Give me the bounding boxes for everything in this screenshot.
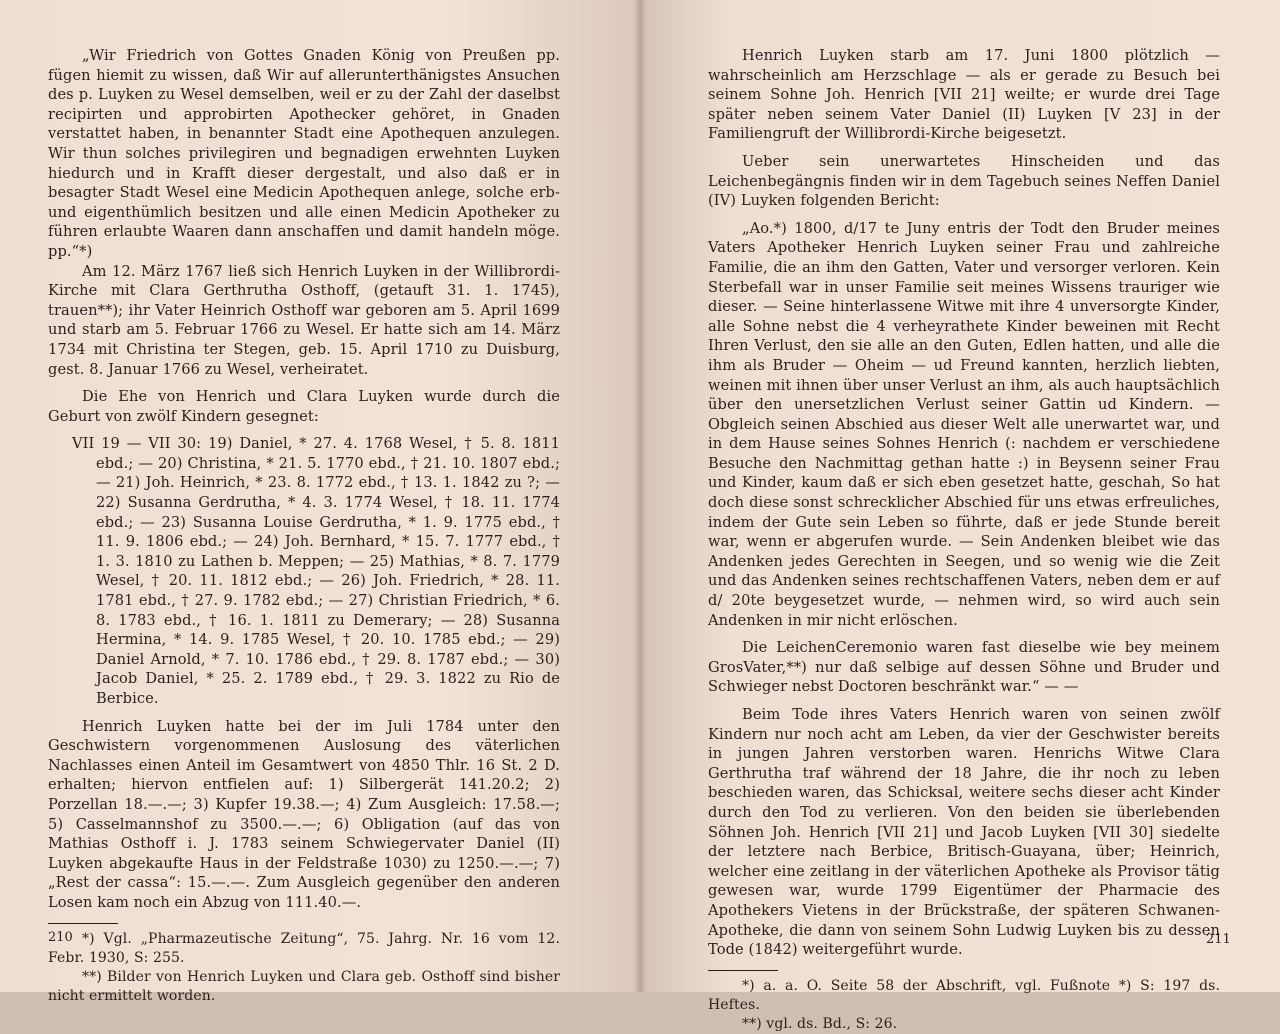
ceremony-paragraph: Die LeichenCeremonio waren fast dieselbe wie bey meinem GrosVater,**) nur daß selbige auf dessen Söhne und Bruder und Schwieger nebst Doctoren beschränkt war.“ — —	[708, 639, 1220, 696]
left-page	[0, 0, 640, 1004]
children-intro-paragraph: Die Ehe von Henrich und Clara Luyken wurde durch die Geburt von zwölf Kindern gesegnet:	[48, 388, 560, 425]
diary-intro-paragraph: Ueber sein unerwartetes Hinscheiden und das Leichenbegängnis finden wir in dem Tagebuch seines Neffen Daniel (IV) Luyken folgenden Bericht:	[708, 152, 1220, 210]
footnote-2: **) Bilder von Henrich Luyken und Clara geb. Osthoff sind bisher nicht ermittelt worden.	[48, 968, 560, 1004]
decree-quote-paragraph: „Wir Friedrich von Gottes Gnaden König von Preußen pp. fügen hiemit zu wissen, daß Wir auf allerunterthänigstes Ansuchen des p. Luyken zu Wesel demselben, weil er zu der Zahl der daselbst recipirten und approbirten Apothecker gehöret, in Gnaden verstattet haben, in benannter Stadt eine Apothequen anzulegen. Wir thun solches privilegiren und begnadigen erwehnten Luyken hiedurch und in Krafft dieser dergestalt, und also daß er in besagter Stadt Wesel eine Medicin Apothequen anlege, solche erb- und eigenthümlich besitzen und alle einen Medicin Apotheker zu führen erlaubte Waaren dann anschaffen und damit handeln möge. pp.“*)	[48, 47, 560, 260]
footnote-2: **) vgl. ds. Bd., S: 26.	[742, 1015, 898, 1032]
survivors-paragraph: Beim Tode ihres Vaters Henrich waren von seinen zwölf Kindern nur noch acht am Leben, da vier der Geschwister bereits in jungen Jahren verstorben waren. Henrichs Witwe Clara Gerthrutha traf während der 18 Jahre, die ihr noch zu leben beschieden waren, das Schicksal, weitere sechs dieser acht Kinder durch den Tod zu verlieren. Von den beiden sie überlebenden Söhnen Joh. Henrich [VII 21] und Jacob Luyken [VII 30] siedelte der letztere nach Berbice, Britisch-Guayana, über; Heinrich, welcher eine zeitlang in der väterlichen Apotheke als Provisor tätig gewesen war, wurde 1799 Eigentümer der Pharmacie des Apothekers Vietens in der Brückstraße, der späteren Schwanen-Apotheke, die dann von seinem Sohn Ludwig Luyken bis zu dessen Tode (1842) weitergeführt wurde.	[708, 706, 1220, 959]
footnote-divider	[48, 923, 118, 924]
children-list: VII 19 — VII 30: 19) Daniel, * 27. 4. 1768 Wesel, † 5. 8. 1811 ebd.; — 20) Christina, * 21. 5. 1770 ebd., † 21. 10. 1807 ebd.; — 21) Joh. Heinrich, * 23. 8. 1772 ebd., † 13. 1. 1842 zu ?; — 22) Susanna Gerdrutha, * 4. 3. 1774 Wesel, † 18. 11. 1774 ebd.; — 23) Susanna Louise Gerdrutha, * 1. 9. 1775 ebd., † 11. 9. 1806 ebd.; — 24) Joh. Bernhard, * 15. 7. 1777 ebd., † 1. 3. 1810 zu Lathen b. Meppen; — 25) Mathias, * 8. 7. 1779 Wesel, † 20. 11. 1812 ebd.; — 26) Joh. Friedrich, * 28. 11. 1781 ebd., † 27. 9. 1782 ebd.; — 27) Christian Friedrich, * 6. 8. 1783 ebd., † 16. 1. 1811 zu Demerary; — 28) Susanna Hermina, * 14. 9. 1785 Wesel, † 20. 10. 1785 ebd.; — 29) Daniel Arnold, * 7. 10. 1786 ebd., † 29. 8. 1787 ebd.; — 30) Jacob Daniel, * 25. 2. 1789 ebd., † 29. 3. 1822 zu Rio de Berbice.	[72, 435, 560, 707]
right-page-text	[708, 46, 1220, 1034]
marriage-paragraph: Am 12. März 1767 ließ sich Henrich Luyken in der Willibrordi-Kirche mit Clara Gerthrutha Osthoff, (getauft 31. 1. 1745), trauen**); ihr Vater Heinrich Osthoff war geboren am 5. April 1699 und starb am 5. Februar 1766 zu Wesel. Er hatte sich am 14. März 1734 mit Christina ter Stegen, geb. 15. April 1710 zu Duisburg, gest. 8. Januar 1766 zu Wesel, verheiratet.	[48, 262, 560, 378]
footnote-divider	[708, 970, 778, 971]
diary-quote-paragraph: „Ao.*) 1800, d/17 te Juny entris der Todt den Bruder meines Vaters Apotheker Henrich Luyken seiner Frau und zahlreiche Familie, die an ihm den Gatten, Vater und versorger verloren. Kein Sterbefall war in unser Familie seit meines Wissens trauriger wie dieser. — Seine hinterlassene Witwe mit ihre 4 unversorgte Kinder, alle Sohne nebst die 4 verheyrathete Kinder beweinen mit Recht Ihren Verlust, den sie alle an den Guten, Edlen hatten, und alle die ihm als Bruder — Oheim — ud Freund kannten, herzlich liebten, weinen mit ihnen über unser Verlust an ihm, als auch hauptsächlich über den unersetzlichen Verlust seiner Gattin ud Kindern. — Obgleich seinen Abschied aus dieser Welt alle unerwartet war, und in dem Hause seines Sohnes Henrich (: nachdem er verschiedene Besuche den Nachmittag gethan hatte :) in Beysenn seiner Frau und Kinder, kaum daß er sich eben gesetzet hatte, geschah, So hat doch diese sonst schrecklicher Abschied für uns etwas erfreuliches, indem der Gute sein Leben so führte, daß er jede Stunde bereit war, wenn er abgerufen wurde. — Sein Andenken bleibet wie das Andenken jedes Gerechten in Seegen, und so wenig wie die Zeit und das Andenken seines rechtschaffenen Vaters, neben dem er auf d/ 20te beygesetzet wurde, — nehmen wird, so wird auch sein Andenken in mir nicht erlöschen.	[708, 219, 1220, 629]
death-paragraph: Henrich Luyken starb am 17. Juni 1800 plötzlich — wahrscheinlich am Herzschlage — als er gerade zu Besuch bei seinem Sohne Joh. Henrich [VII 21] weilte; er wurde drei Tage später neben seinem Vater Daniel (II) Luyken [V 23] in der Familiengruft der Willibrordi-Kirche beigesetzt.	[708, 47, 1220, 143]
left-page-text	[48, 46, 560, 1006]
footnote-1: *) Vgl. „Pharmazeutische Zeitung“, 75. Jahrg. Nr. 16 vom 12. Febr. 1930, S: 255.	[48, 930, 560, 966]
page-number-right: 211	[1206, 932, 1231, 947]
inheritance-paragraph: Henrich Luyken hatte bei der im Juli 1784 unter den Geschwistern vorgenommenen Auslosung des väterlichen Nachlasses einen Anteil im Gesamtwert von 4850 Thlr. 16 St. 2 D. erhalten; hiervon entfielen auf: 1) Silbergerät 141.20.2; 2) Porzellan 18.—.—; 3) Kupfer 19.38.—; 4) Zum Ausgleich: 17.58.—; 5) Casselmannshof zu 3500.—.—; 6) Obligation (auf das von Mathias Osthoff i. J. 1783 seinem Schwiegervater Daniel (II) Luyken abgekaufte Haus in der Feldstraße 1030) zu 1250.—.—; 7) „Rest der cassa“: 15.—.—. Zum Ausgleich gegenüber den anderen Losen kam noch ein Abzug von 111.40.—.	[48, 717, 560, 911]
right-page	[640, 0, 1280, 1032]
page-number-left: 210	[48, 930, 73, 945]
footnote-1: *) a. a. O. Seite 58 der Abschrift, vgl. Fußnote *) S: 197 ds. Heftes.	[708, 977, 1220, 1013]
book-gutter	[634, 0, 646, 992]
